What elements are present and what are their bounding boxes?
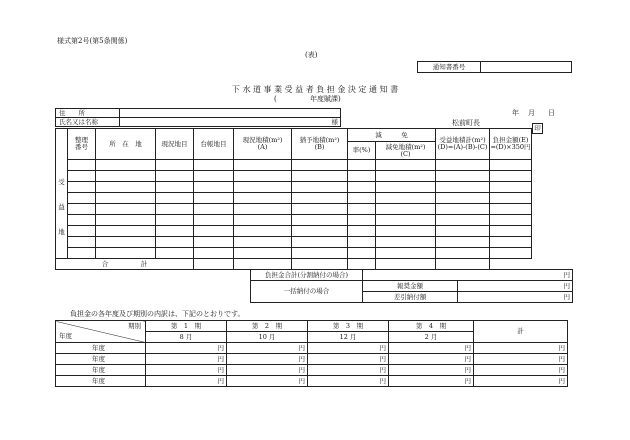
address-value[interactable]: [120, 109, 341, 118]
reward-value[interactable]: 円: [458, 281, 573, 292]
schedule-intro: 負担金の各年度及び期別の内訳は、下記のとおりです。: [70, 310, 245, 318]
notice-number-label: 通知書番号: [418, 62, 481, 73]
date-year: 年: [512, 109, 519, 117]
period-4-header: 第 4 期 2 月: [389, 321, 474, 343]
seal-mark: [532, 118, 543, 137]
period-1-header: 第 1 期 8 月: [146, 321, 227, 343]
lump-sum-table: [250, 280, 573, 303]
net-value[interactable]: 円: [458, 292, 573, 303]
issuer-name: 松前町長: [452, 119, 480, 127]
header-deferred-area: 猶予地積(m²) (B): [292, 129, 348, 160]
table-row: [56, 160, 532, 171]
omote-label: (表): [305, 51, 318, 59]
period-label: 期別: [128, 322, 141, 330]
table-row: [56, 237, 532, 248]
name-label: 氏名又は名称: [56, 118, 120, 127]
table-row: [56, 193, 532, 204]
lump-sum-label: 一括納付の場合: [251, 281, 363, 303]
header-location: 所 在 地: [96, 129, 156, 160]
total-label: 合 計: [56, 259, 194, 270]
form-label: 様式第2号(第5条関係): [57, 37, 128, 45]
addressee-block: [55, 108, 341, 127]
notice-number-box: [417, 61, 572, 73]
side-char-1: 受: [58, 178, 65, 187]
header-charge-amount: 負担金額(E) =(D)×350円: [490, 129, 532, 160]
header-reduction: 減 免: [348, 129, 436, 142]
seal-icon: 印: [532, 123, 543, 134]
header-reduced-area: 減免地積(m²) (C): [376, 142, 436, 160]
period-year-header: [56, 321, 146, 343]
year-label: 年度: [59, 332, 72, 341]
date-day: 日: [548, 109, 555, 117]
split-total-label: 負担金合計(分割納付の場合): [251, 270, 363, 281]
schedule-row: 年度 円 円 円 円 円: [56, 365, 568, 376]
period-2-header: 第 2 期 10 月: [227, 321, 308, 343]
title-sub-open: (: [274, 95, 277, 103]
table-row: [56, 226, 532, 237]
benefit-land-side-label: [56, 129, 68, 259]
reward-label: 報奨金額: [363, 281, 458, 292]
split-total-value[interactable]: 円: [363, 270, 573, 281]
header-rate: 率(%): [348, 142, 376, 160]
sama-suffix: 様: [331, 117, 338, 126]
schedule-table: [55, 320, 568, 387]
schedule-row: 年度 円 円 円 円 円: [56, 354, 568, 365]
table-row: [56, 215, 532, 226]
title-sub: 年度賦課): [310, 95, 341, 103]
side-char-3: 地: [58, 227, 65, 236]
notice-number-value[interactable]: [481, 62, 572, 73]
document-title: 下 水 道 事 業 受 益 者 負 担 金 決 定 通 知 書: [231, 85, 399, 94]
side-char-2: 益: [58, 203, 65, 212]
period-3-header: 第 3 期 12 月: [308, 321, 389, 343]
address-label: 住 所: [56, 109, 120, 118]
benefit-land-table: [55, 128, 532, 270]
schedule-total-header: 計: [474, 321, 568, 343]
name-value[interactable]: [120, 118, 341, 127]
date-month: 月: [528, 109, 535, 117]
net-label: 差引納付額: [363, 292, 458, 303]
table-row: [56, 182, 532, 193]
table-row: [56, 204, 532, 215]
table-row: [56, 248, 532, 259]
header-current-area: 現況地積(m²) (A): [234, 129, 292, 160]
table-row: [56, 171, 532, 182]
header-ledger-land: 台帳地目: [194, 129, 234, 160]
schedule-row: 年度 円 円 円 円 円: [56, 343, 568, 354]
header-current-land: 現況地目: [156, 129, 194, 160]
total-row: [56, 259, 532, 270]
schedule-row: 年度 円 円 円 円 円: [56, 376, 568, 387]
header-seiri-no: 整理番号: [68, 129, 96, 160]
header-benefit-total: 受益地積計(m²) (D)=(A)-(B)-(C): [436, 129, 490, 160]
